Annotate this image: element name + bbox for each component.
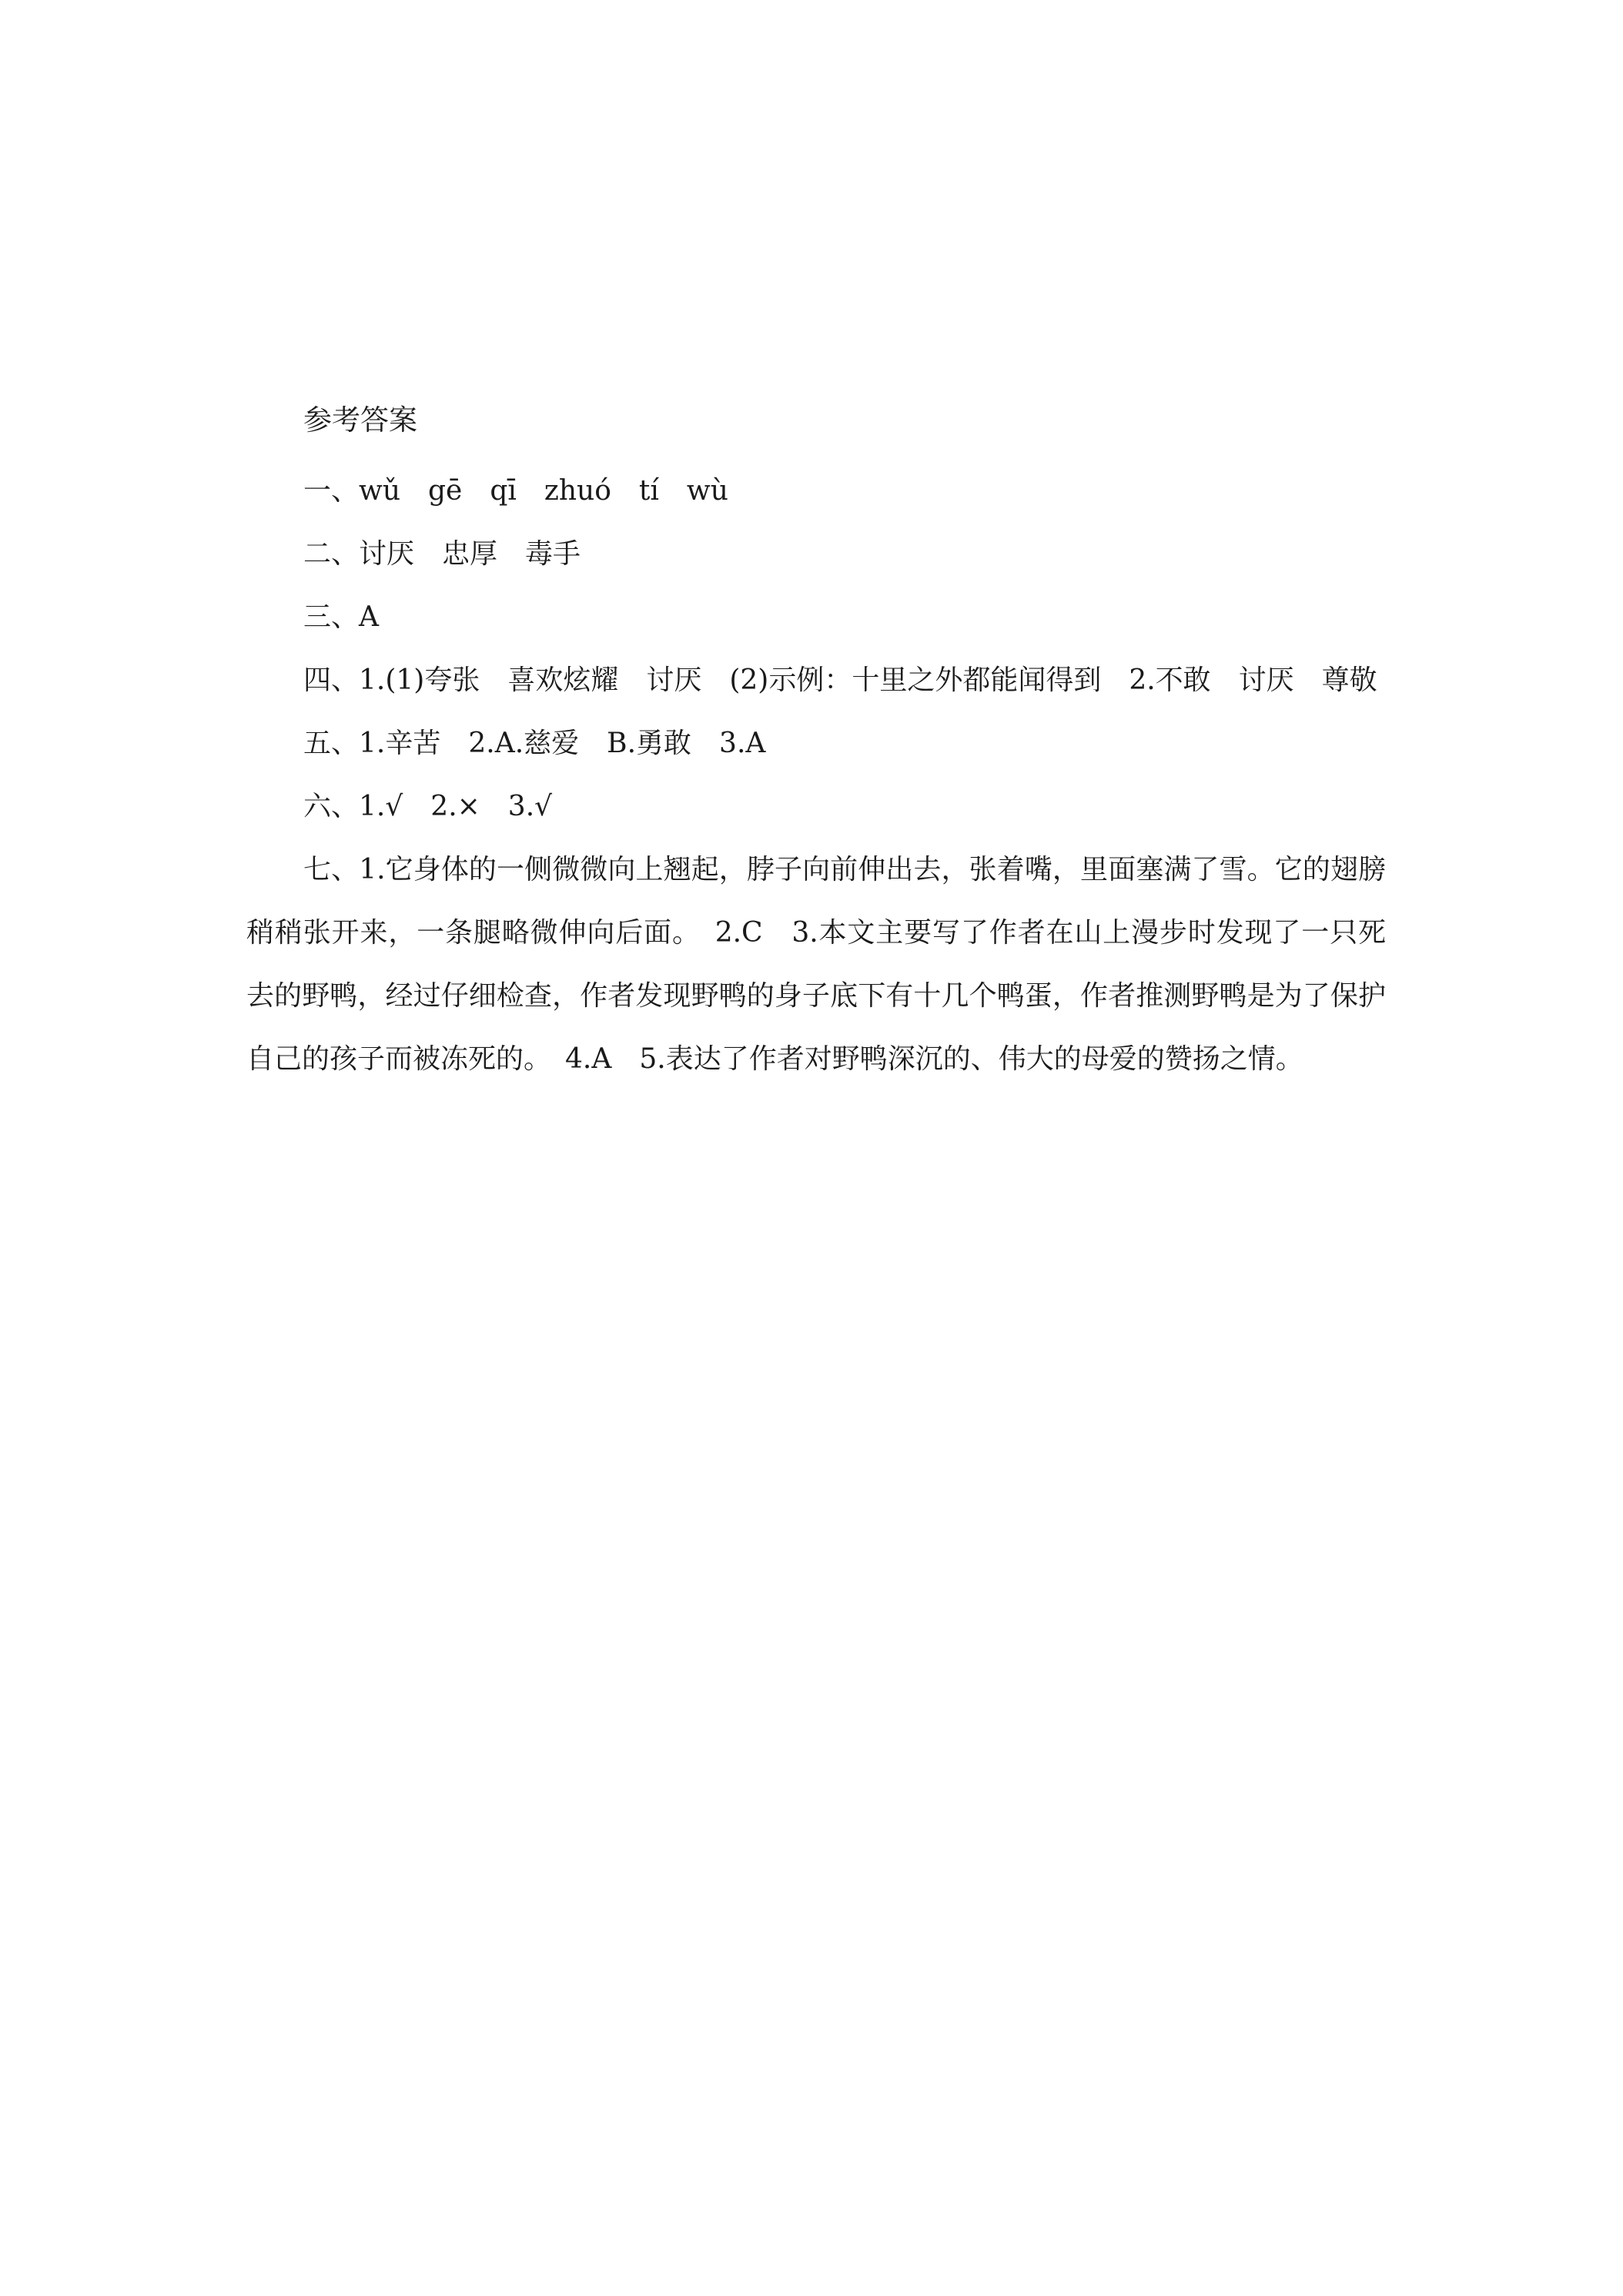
answer-section-7: 七、1.它身体的一侧微微向上翘起，脖子向前伸出去，张着嘴，里面塞满了雪。它的翅膀稍稍张开来，一条腿略微伸向后面。 2.C 3.本文主要写了作者在山上漫步时发现了一只死去的野鸭，经过仔细检查，作者发现野鸭的身子底下有十几个鸭蛋，作者推测野鸭是为了保护自己的孩子而被冻死的。 4.A 5.表达了作者对野鸭深沉的、伟大的母爱的赞扬之情。 <box>246 854 1386 1075</box>
answer-section-6: 六、1.√ 2.× 3.√ <box>303 791 553 822</box>
page-title: 参考答案 <box>303 403 417 437</box>
answer-section-2: 二、讨厌 忠厚 毒手 <box>303 538 581 570</box>
answer-section-3: 三、A <box>303 601 379 633</box>
answer-section-1: 一、wǔ gē qī zhuó tí wù <box>303 475 728 507</box>
answer-content <box>246 397 1386 1091</box>
answer-section-4: 四、1.(1)夸张 喜欢炫耀 讨厌 (2)示例：十里之外都能闻得到 2.不敢 讨厌 尊敬 <box>303 664 1377 696</box>
answer-section-5: 五、1.辛苦 2.A.慈爱 B.勇敢 3.A <box>303 728 766 759</box>
